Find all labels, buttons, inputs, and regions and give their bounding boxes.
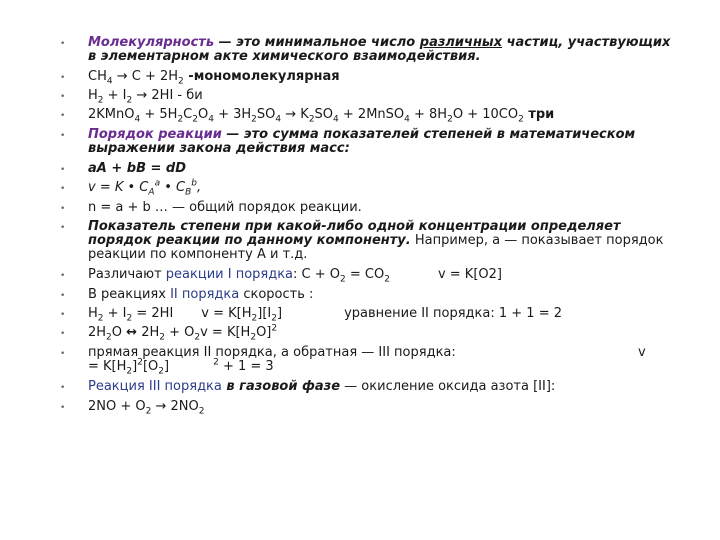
superscript: 2 — [137, 357, 143, 368]
item-text — [88, 288, 658, 302]
text-span: Реакция III порядка — [88, 379, 222, 394]
text-span: → 2HI - би — [132, 88, 203, 103]
item-text — [88, 128, 658, 156]
subscript: 2 — [250, 332, 257, 343]
text-span: v = K[O2] — [437, 267, 502, 282]
reversible-arrow-icon: ↔ — [126, 325, 138, 340]
item-text — [88, 219, 664, 262]
superscript: b — [191, 178, 197, 189]
text-span: выражении закона действия масс: — [88, 141, 350, 156]
text-span: Например, a — показывает порядок — [410, 233, 664, 248]
bullet: • — [60, 184, 66, 194]
text-span: , — [197, 180, 202, 195]
text-span: = 2HI — [132, 306, 174, 321]
item-text — [88, 178, 658, 198]
text-span: O] — [256, 325, 272, 340]
item-text — [88, 88, 658, 106]
subscript: 2 — [177, 114, 184, 125]
text-span: C — [183, 107, 193, 122]
text-span: 2KMnO — [88, 107, 135, 122]
subscript: 2 — [251, 114, 257, 125]
subscript: 4 — [134, 114, 141, 125]
text-span: H — [88, 306, 98, 321]
subscript: 2 — [447, 114, 453, 125]
superscript: a — [154, 178, 161, 189]
text-span: В реакциях — [88, 287, 171, 302]
text-span: Показатель степени при какой-либо одной концентрации определяет — [88, 219, 621, 234]
subscript: 2 — [158, 366, 164, 377]
text-span: прямая реакция II порядка, а обратная — III порядка: — [88, 345, 456, 360]
bullet: • — [60, 349, 66, 359]
item-text: aA + bB = dD — [88, 161, 187, 176]
subscript: 2 — [126, 366, 133, 377]
text-span: Различают — [88, 267, 166, 282]
text-span: — это минимальное число — [214, 35, 420, 50]
bullet: • — [60, 111, 66, 121]
subscript: 2 — [106, 332, 112, 343]
text-span: + 5H — [140, 107, 178, 122]
text-span: O — [197, 107, 209, 122]
subscript: A — [148, 187, 155, 198]
text-span: порядок реакции по данному компоненту. — [88, 233, 411, 248]
bullet: • — [60, 310, 66, 320]
subscript: 2 — [271, 313, 277, 324]
bullet: • — [60, 403, 66, 413]
text-span: ] — [164, 359, 170, 374]
item-text — [88, 107, 658, 125]
text-span: скорость : — [239, 287, 314, 302]
text-span: → C + 2H — [112, 69, 179, 84]
text-span: частиц, участвующих — [502, 35, 671, 50]
subscript: 4 — [208, 114, 214, 125]
text-span: + 2MnSO — [338, 107, 405, 122]
subscript: 2 — [340, 274, 346, 285]
bullet: • — [60, 271, 66, 281]
text-span: = K[H — [88, 359, 127, 374]
text-span: реакции I порядка — [165, 267, 294, 282]
text-span: SO — [256, 107, 276, 122]
text-span: v = K[H — [200, 325, 251, 340]
text-span: CH — [88, 69, 107, 84]
text-span: + 3H — [213, 107, 252, 122]
subscript: 2 — [384, 274, 390, 285]
item-text — [88, 69, 658, 87]
superscript: 2 — [213, 357, 219, 368]
text-span: — окисление оксида азота [II]: — [340, 379, 556, 394]
text-span: в газовой фазе — [221, 379, 341, 394]
text-span: : C + O — [293, 267, 341, 282]
text-span: уравнение II порядка: 1 + 1 = 2 — [344, 306, 562, 321]
subscript: 4 — [404, 114, 410, 125]
text-span: три — [523, 107, 555, 122]
text-span: + I — [103, 306, 127, 321]
bullet: • — [60, 223, 66, 233]
text-span: v — [638, 345, 646, 360]
term: Порядок реакции — [88, 127, 222, 142]
text-span: -мономолекулярная — [183, 69, 340, 84]
text-span: — это сумма показателей степеней в математическом — [221, 127, 636, 142]
term: Молекулярность — [88, 35, 215, 50]
subscript: 4 — [275, 114, 282, 125]
text-span: + 1 = 3 — [218, 359, 274, 374]
subscript: 2 — [518, 114, 524, 125]
text-span: 2H — [88, 325, 107, 340]
item-text — [88, 399, 658, 417]
item-text — [88, 267, 658, 285]
bullet: • — [60, 165, 66, 175]
item-text — [88, 306, 658, 324]
text-span: реакции по компоненту А и т.д. — [88, 247, 308, 262]
text-span: = CO — [345, 267, 385, 282]
subscript: 2 — [126, 313, 133, 324]
bullet: • — [60, 383, 66, 393]
text-span: 2H — [137, 325, 160, 340]
bullet: • — [60, 39, 66, 49]
bullet: • — [60, 73, 66, 83]
text-span: SO — [314, 107, 334, 122]
text-span: v = K • C — [88, 180, 149, 195]
subscript: 2 — [198, 406, 205, 417]
subscript: 2 — [251, 313, 258, 324]
text-span: v = K[H — [201, 306, 252, 321]
text-span: H — [88, 88, 98, 103]
bullet: • — [60, 131, 66, 141]
subscript: 2 — [145, 406, 152, 417]
subscript: 2 — [126, 95, 133, 106]
text-span: + O — [164, 325, 195, 340]
text-span: → 2NO — [151, 399, 199, 414]
text-span: • C — [160, 180, 186, 195]
text-span: + I — [103, 88, 127, 103]
text-span: ] — [276, 306, 283, 321]
bullet: • — [60, 291, 66, 301]
text-span: 2NO + O — [88, 399, 146, 414]
subscript: 2 — [192, 114, 198, 125]
subscript: 2 — [178, 76, 184, 87]
subscript: B — [185, 187, 192, 198]
text-span: + 8H — [409, 107, 448, 122]
text-span: O — [111, 325, 127, 340]
subscript: 2 — [159, 332, 165, 343]
superscript: 2 — [271, 323, 278, 334]
text-span: → K — [281, 107, 309, 122]
bullet: • — [60, 92, 66, 102]
item-text — [88, 345, 658, 377]
text-span: ][I — [257, 306, 272, 321]
subscript: 4 — [106, 76, 113, 87]
subscript: 2 — [194, 332, 201, 343]
text-span: различных — [419, 35, 503, 50]
bullet: • — [60, 329, 66, 339]
subscript: 2 — [308, 114, 315, 125]
item-text: n = a + b … — общий порядок реакции. — [88, 200, 362, 215]
text-span: в элементарном акте химического взаимодействия. — [88, 49, 481, 64]
text-span: [O — [142, 359, 159, 374]
item-text — [88, 35, 671, 64]
subscript: 2 — [97, 313, 104, 324]
subscript: 4 — [333, 114, 339, 125]
item-text — [88, 323, 658, 343]
text-span: ] — [132, 359, 138, 374]
text-span: II порядка — [170, 287, 240, 302]
subscript: 2 — [97, 95, 104, 106]
text-span: O + 10CO — [452, 107, 519, 122]
item-text — [88, 380, 658, 394]
bullet: • — [60, 204, 66, 214]
